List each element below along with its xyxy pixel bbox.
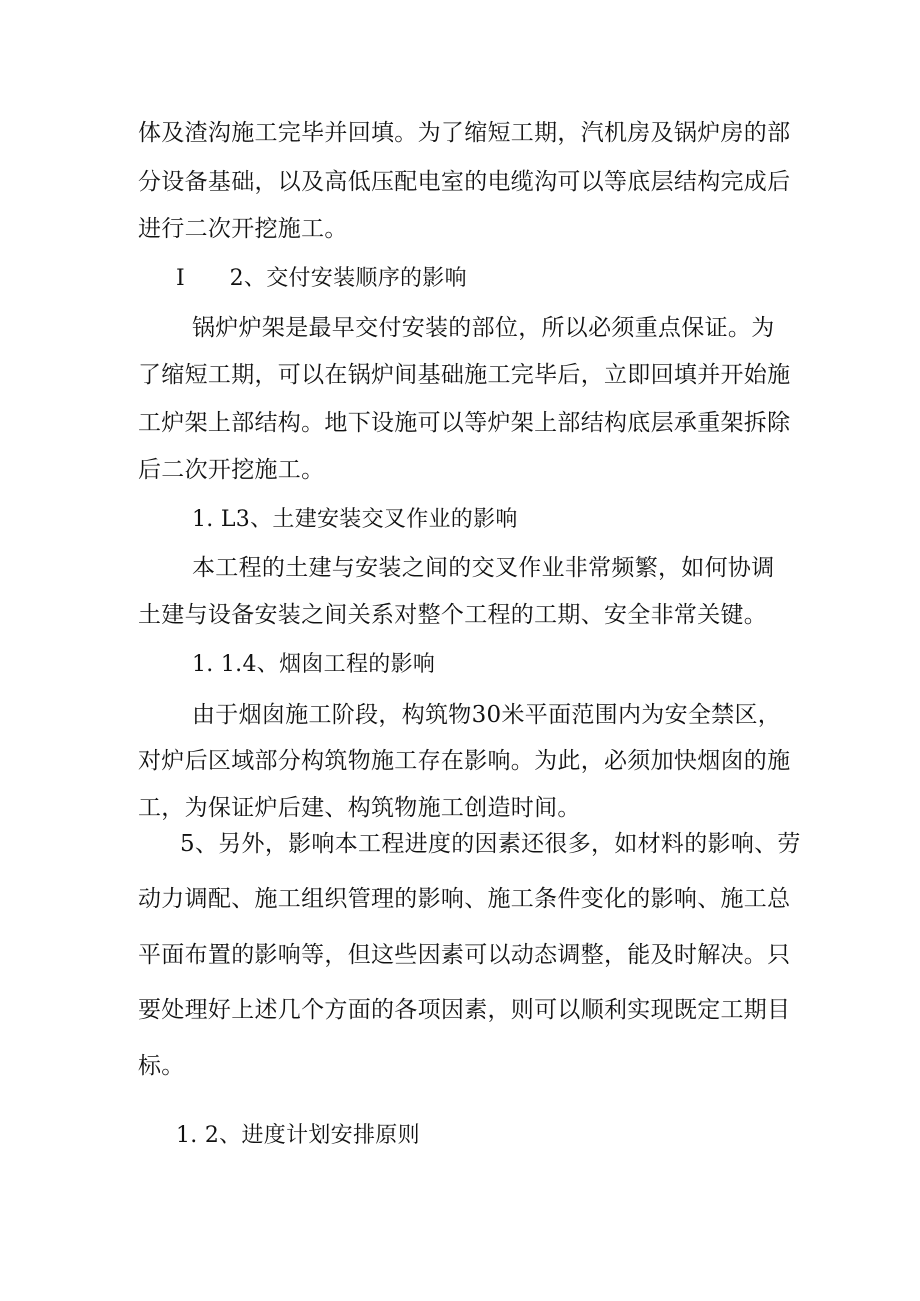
- paragraph-line: 由于烟囱施工阶段，构筑物30米平面范围内为安全禁区，: [192, 702, 782, 728]
- paragraph-line: 后二次开挖施工。: [138, 457, 325, 483]
- paragraph-line: 标。: [138, 1053, 185, 1079]
- paragraph-line: 本工程的土建与安装之间的交叉作业非常频繁，如何协调: [192, 555, 775, 581]
- paragraph-line: 体及渣沟施工完毕并回填。为了缩短工期，汽机房及锅炉房的部: [138, 120, 791, 146]
- paragraph-line: 进行二次开挖施工。: [138, 216, 348, 242]
- paragraph-line: 工，为保证炉后建、构筑物施工创造时间。: [138, 795, 581, 821]
- paragraph-line: 锅炉炉架是最早交付安装的部位，所以必须重点保证。为: [192, 315, 775, 341]
- paragraph-line: 分设备基础，以及高低压配电室的电缆沟可以等底层结构完成后: [138, 169, 791, 195]
- section-heading: I 2、交付安装顺序的影响: [176, 266, 467, 291]
- paragraph-line: 了缩短工期，可以在锅炉间基础施工完毕后，立即回填并开始施: [138, 362, 791, 388]
- paragraph-line: 工炉架上部结构。地下设施可以等炉架上部结构底层承重架拆除: [138, 410, 791, 436]
- paragraph-line: 动力调配、施工组织管理的影响、施工条件变化的影响、施工总: [138, 886, 791, 912]
- paragraph-line: 要处理好上述几个方面的各项因素，则可以顺利实现既定工期目: [138, 997, 791, 1023]
- section-heading: 1. L3、土建安装交叉作业的影响: [192, 507, 518, 532]
- section-heading: 1. 1.4、烟囱工程的影响: [192, 652, 436, 677]
- paragraph-line: 对炉后区域部分构筑物施工存在影响。为此，必须加快烟囱的施: [138, 748, 791, 774]
- paragraph-line: 土建与设备安装之间关系对整个工程的工期、安全非常关键。: [138, 602, 768, 628]
- paragraph-line: 平面布置的影响等，但这些因素可以动态调整，能及时解决。只: [138, 942, 791, 968]
- section-heading: 1. 2、进度计划安排原则: [176, 1123, 420, 1148]
- paragraph-line: 5、另外，影响本工程进度的因素还很多，如材料的影响、劳: [180, 831, 801, 857]
